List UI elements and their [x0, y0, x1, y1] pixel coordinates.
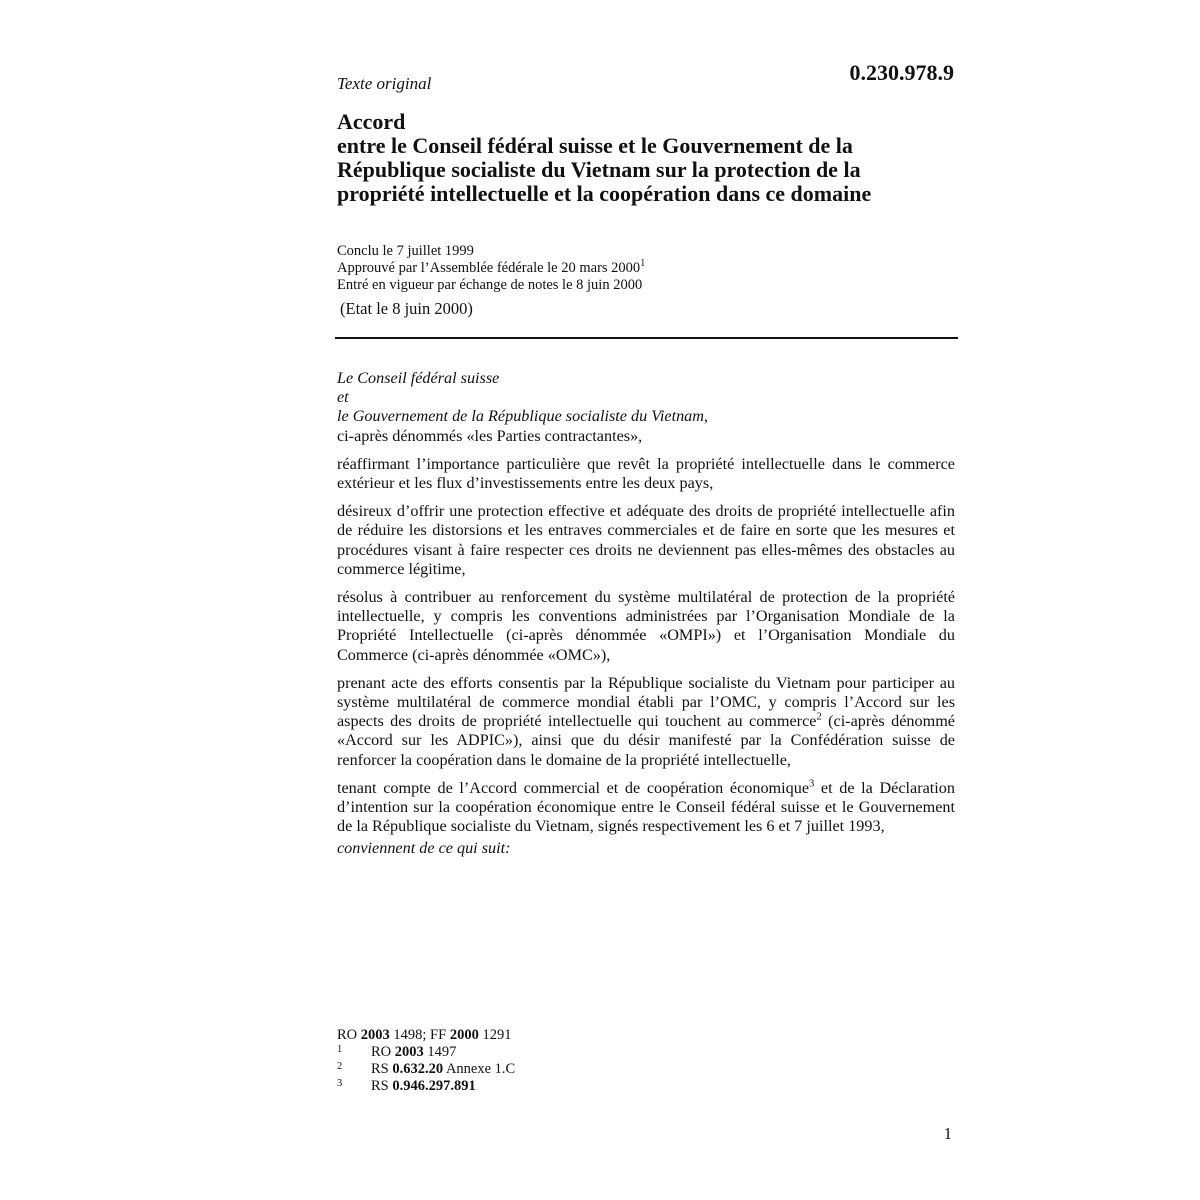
preamble-paragraph — [337, 674, 955, 770]
source-year: 2003 — [360, 1027, 390, 1043]
paragraph-text: et de la Déclaration d’intention sur la coopération économique entre le Conseil fédéral suisse et le Gouvernement de la République socialiste du Vietnam, signés respectivement les 6 et 7 juillet 1993, — [337, 778, 955, 836]
footnote-ref: 3 — [809, 778, 815, 790]
footnote-suffix: 1497 — [423, 1044, 457, 1060]
conjunction: et — [337, 388, 349, 407]
paragraph-text: (ci-après dénommé «Accord sur les ADPIC»), ainsi que du désir manifesté par la Confédération suisse de renforcer la coopération dans le domaine de la propriété intellectuelle, — [337, 712, 955, 769]
original-text-label: Texte original — [337, 74, 432, 93]
preamble-paragraph: réaffirmant l’importance particulière que revêt la propriété intellectuelle dans le commerce extérieur et les flux d’investissements entre les deux pays, — [337, 454, 955, 493]
footnote-number: 3 — [337, 1078, 343, 1089]
closing-formula: conviennent de ce qui suit: — [337, 839, 511, 858]
approved-text: Approuvé par l’Assemblée fédérale le 20 mars 2000 — [337, 260, 641, 276]
source-text: RO — [337, 1027, 361, 1043]
in-force-date: Entré en vigueur par échange de notes le 8 juin 2000 — [337, 277, 643, 293]
footnote-bold: 0.632.20 — [392, 1061, 444, 1077]
title-line: propriété intellectuelle et la coopération dans ce domaine — [337, 181, 872, 206]
footnote-bold: 2003 — [394, 1044, 424, 1060]
footnote-prefix: RS — [371, 1061, 393, 1077]
footnote-text — [371, 1061, 515, 1078]
horizontal-rule — [335, 337, 958, 339]
page-number: 1 — [943, 1124, 952, 1143]
document-title — [337, 110, 977, 206]
source-text: 1498; FF — [389, 1027, 450, 1043]
footnotes — [337, 1027, 515, 1095]
title-line: Accord — [337, 109, 406, 134]
source-year: 2000 — [449, 1027, 479, 1043]
footnote-number: 1 — [337, 1044, 343, 1055]
footnote — [337, 1078, 515, 1095]
concluded-date: Conclu le 7 juillet 1999 — [337, 243, 474, 259]
paragraph-text: tenant compte de l’Accord commercial et de coopération économique — [337, 778, 810, 797]
source-text: 1291 — [478, 1027, 512, 1043]
footnote-ref: 2 — [816, 711, 822, 723]
footnote-number: 2 — [337, 1061, 343, 1072]
title-line: République socialiste du Vietnam sur la protection de la — [337, 157, 861, 182]
footnote-text — [371, 1044, 456, 1061]
rs-number: 0.230.978.9 — [849, 60, 954, 85]
state-date: (Etat le 8 juin 2000) — [340, 299, 473, 318]
hereinafter-clause: ci-après dénommés «les Parties contractantes», — [337, 426, 643, 445]
footnote-bold: 0.946.297.891 — [392, 1078, 476, 1094]
title-line: entre le Conseil fédéral suisse et le Gouvernement de la — [337, 133, 853, 158]
party-two: le Gouvernement de la République socialiste du Vietnam, — [337, 407, 709, 426]
approved-line — [337, 260, 645, 277]
footnote-prefix: RO — [371, 1044, 395, 1060]
enactment-info — [337, 243, 645, 294]
preamble-paragraph: résolus à contribuer au renforcement du système multilatéral de protection de la propriété intellectuelle, y compris les conventions administrées par l’Organisation Mondiale de la Propriété Intellectuelle (ci-après dénommée «OMPI») et l’Organisation Mondiale du Commerce (ci-après dénommée «OMC»), — [337, 588, 955, 664]
preamble-paragraph — [337, 779, 955, 837]
preamble — [337, 369, 955, 859]
preamble-paragraph: désireux d’offrir une protection effective et adéquate des droits de propriété intellectuelle afin de réduire les distorsions et les entraves commerciales et de faire en sorte que les mesures et procédures visant à faire respecter ces droits ne deviennent pas elles-mêmes des obstacles au commerce légitime, — [337, 502, 955, 578]
party-one: Le Conseil fédéral suisse — [337, 369, 500, 387]
footnote-suffix: Annexe 1.C — [443, 1061, 516, 1077]
footnote-ref: 1 — [640, 258, 646, 270]
footnote-text — [371, 1078, 476, 1095]
paragraph-text: prenant acte des efforts consentis par la République socialiste du Vietnam pour participer au système multilatéral de commerce mondial établi par l’OMC, y compris l’Accord sur les aspects des droits de propriété intellectuelle qui touchent au commerce — [337, 673, 955, 731]
footnote-prefix: RS — [371, 1078, 393, 1094]
